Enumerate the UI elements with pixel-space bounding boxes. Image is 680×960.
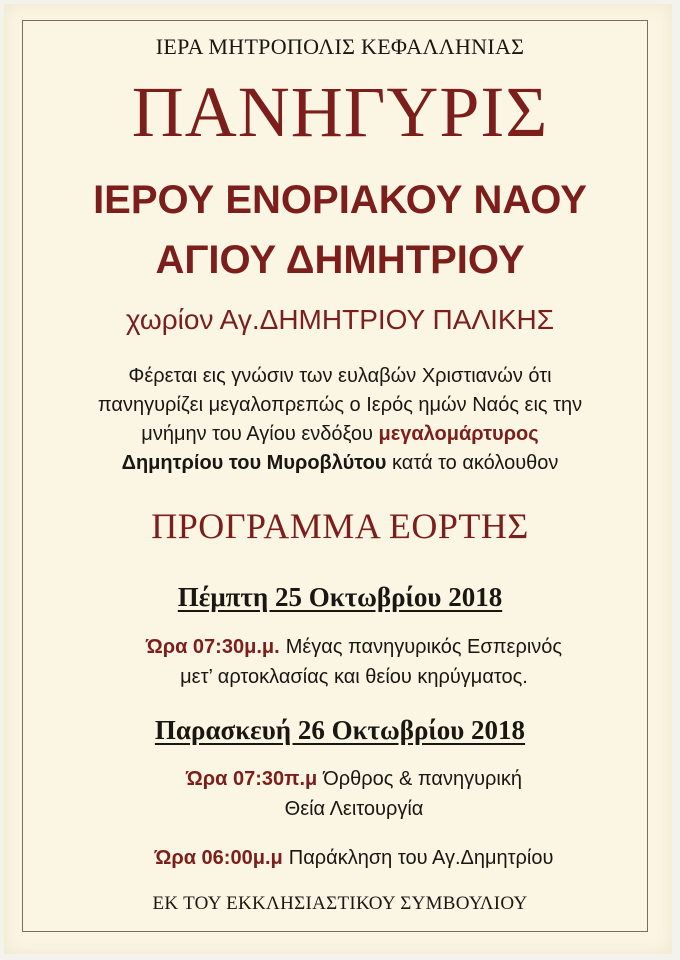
saint-name-emphasis: Δημητρίου του Μυροβλύτου — [121, 452, 387, 474]
announcement-line-2: πανηγυρίζει μεγαλοπρεπώς ο Ιερός ημών Ναός εις την — [97, 394, 583, 416]
event-line — [14, 632, 680, 662]
event-line — [14, 843, 680, 873]
event-time: Ώρα 06:00μ.μ — [154, 847, 283, 869]
announcement-paragraph — [0, 362, 680, 478]
event-time: Ώρα 07:30π.μ — [186, 768, 318, 790]
program-title: ΠΡΟΓΡΑΜΜΑ ΕΟΡΤΗΣ — [151, 506, 529, 546]
program-day-2-event-1 — [14, 764, 680, 824]
council-signature: ΕΚ ΤΟΥ ΕΚΚΛΗΣΙΑΣΤΙΚΟΥ ΣΥΜΒΟΥΛΙΟΥ — [152, 893, 528, 914]
church-name-line-2: ΑΓΙΟΥ ΔΗΜΗΤΡΙΟΥ — [155, 238, 525, 282]
program-day-2-date: Παρασκευή 26 Οκτωβρίου 2018 — [154, 715, 526, 745]
event-text: Όρθρος & πανηγυρική — [323, 768, 522, 790]
event-line — [14, 764, 680, 794]
village-line: χωρίον Αγ.ΔΗΜΗΤΡΙΟΥ ΠΑΛΙΚΗΣ — [125, 304, 555, 335]
poster-title: ΠΑΝΗΓΥΡΙΣ — [131, 72, 549, 152]
event-text: Παράκληση του Αγ.Δημητρίου — [288, 847, 554, 869]
program-day-1-date: Πέμπτη 25 Οκτωβρίου 2018 — [177, 582, 503, 612]
announcement-line-4 — [0, 449, 680, 478]
program-day-1-event-1 — [14, 632, 680, 692]
announcement-line-4-text: κατά το ακόλουθον — [386, 452, 559, 474]
event-line-2: Θεία Λειτουργία — [284, 798, 424, 820]
event-text: Μέγας πανηγυρικός Εσπερινός — [285, 636, 563, 658]
martyr-emphasis: μεγαλομάρτυρος — [378, 423, 539, 445]
metropolis-heading: ΙΕΡΑ ΜΗΤΡΟΠΟΛΙΣ ΚΕΦΑΛΛΗΝΙΑΣ — [155, 34, 525, 59]
church-name-line-1: ΙΕΡΟΥ ΕΝΟΡΙΑΚΟΥ ΝΑΟΥ — [93, 178, 587, 222]
announcement-line-1: Φέρεται εις γνώσιν των ευλαβών Χριστιανών ότι — [128, 365, 552, 387]
announcement-line-3-text: μνήμην του Αγίου ενδόξου — [141, 423, 379, 445]
program-day-2-event-2 — [14, 843, 680, 873]
event-line-2: μετ’ αρτοκλασίας και θείου κηρύγματος. — [180, 666, 528, 688]
event-time: Ώρα 07:30μ.μ. — [145, 636, 280, 658]
announcement-line-3 — [0, 420, 680, 449]
